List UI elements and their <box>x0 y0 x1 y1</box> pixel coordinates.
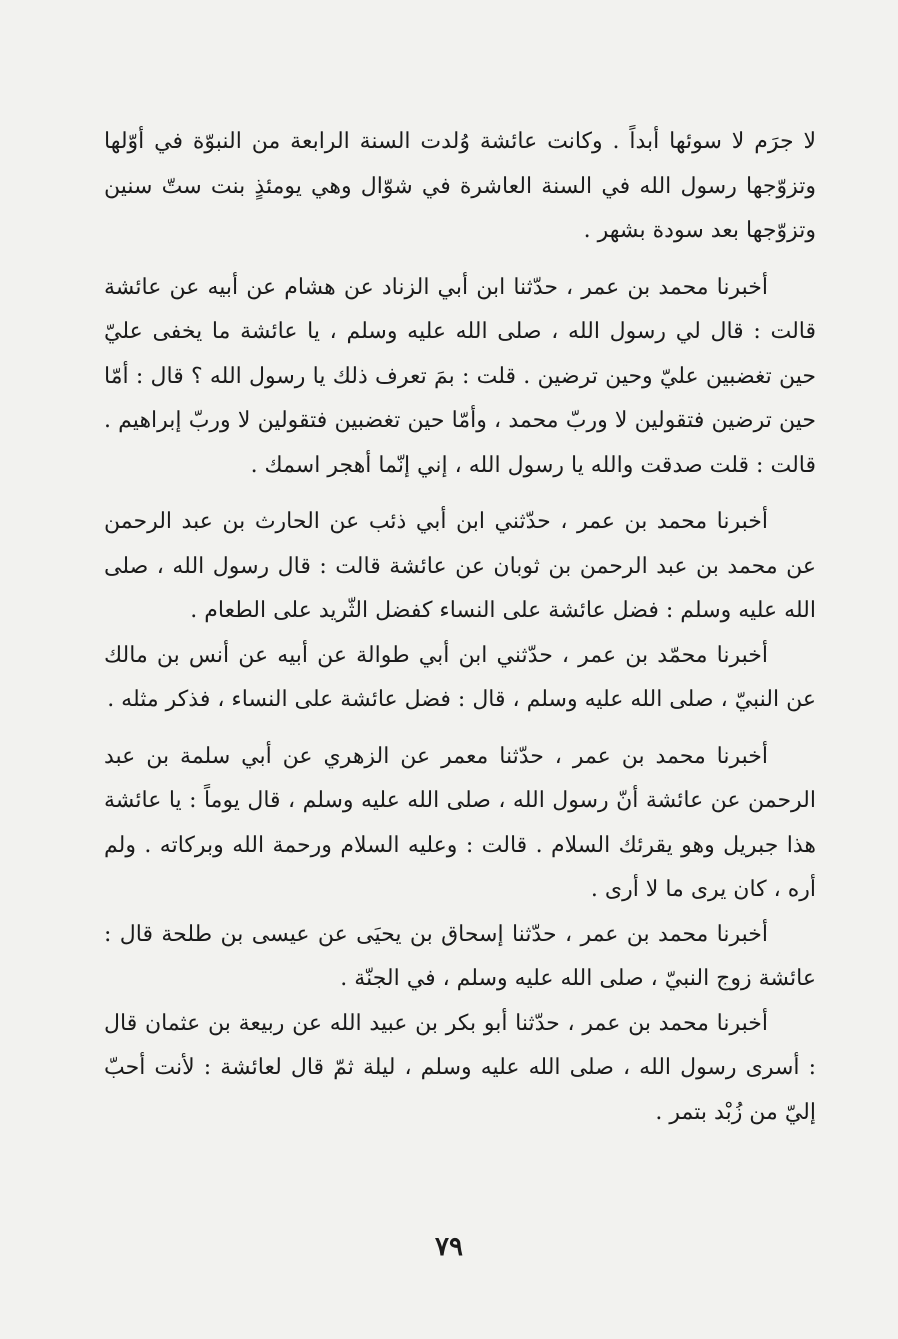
page-number: ٧٩ <box>435 1232 463 1262</box>
body-text <box>104 120 816 1135</box>
paragraph-5: أخبرنا محمد بن عمر ، حدّثنا معمر عن الزهري عن أبي سلمة بن عبد الرحمن عن عائشة أنّ رسول الله ، صلى الله عليه وسلم ، قال يوماً : يا عائشة هذا جبريل وهو يقرئك السلام . قالت : وعليه السلام ورحمة الله وبركاته . ولم أره ، كان يرى ما لا أرى . <box>104 743 816 902</box>
paragraph-3: أخبرنا محمد بن عمر ، حدّثني ابن أبي ذئب عن الحارث بن عبد الرحمن عن محمد بن عبد الرحمن بن ثوبان عن عائشة قالت : قال رسول الله ، صلى الله عليه وسلم : فضل عائشة على النساء كفضل الثّريد على الطعام . <box>104 509 816 623</box>
paragraph-7: أخبرنا محمد بن عمر ، حدّثنا أبو بكر بن عبيد الله عن ربيعة بن عثمان قال : أسرى رسول الله ، صلى الله عليه وسلم ، ليلة ثمّ قال لعائشة : لأنت أحبّ إليّ من زُبْد بتمر . <box>104 1010 816 1125</box>
paragraph-6: أخبرنا محمد بن عمر ، حدّثنا إسحاق بن يحيَى عن عيسى بن طلحة قال : عائشة زوج النبيّ ، صلى الله عليه وسلم ، في الجنّة . <box>104 921 816 991</box>
paragraph-4: أخبرنا محمّد بن عمر ، حدّثني ابن أبي طوالة عن أبيه عن أنس بن مالك عن النبيّ ، صلى الله عليه وسلم ، قال : فضل عائشة على النساء ، فذكر مثله . <box>104 642 816 712</box>
paragraph-2: أخبرنا محمد بن عمر ، حدّثنا ابن أبي الزناد عن هشام عن أبيه عن عائشة قالت : قال لي رسول الله ، صلى الله عليه وسلم ، يا عائشة ما يخفى عليّ حين تغضبين عليّ وحين ترضين . قلت : بمَ تعرف ذلك يا رسول الله ؟ قال : أمّا حين ترضين فتقولين لا وربّ محمد ، وأمّا حين تغضبين فتقولين لا وربّ إبراهيم . قالت : قلت صدقت والله يا رسول الله ، إني إنّما أهجر اسمك . <box>104 274 816 478</box>
paragraph-1: لا جرَم لا سوئها أبداً . وكانت عائشة وُلدت السنة الرابعة من النبوّة في أوّلها وتزوّجها رسول الله في السنة العاشرة في شوّال وهي يومئذٍ بنت ستّ سنين وتزوّجها بعد سودة بشهر . <box>104 129 816 243</box>
